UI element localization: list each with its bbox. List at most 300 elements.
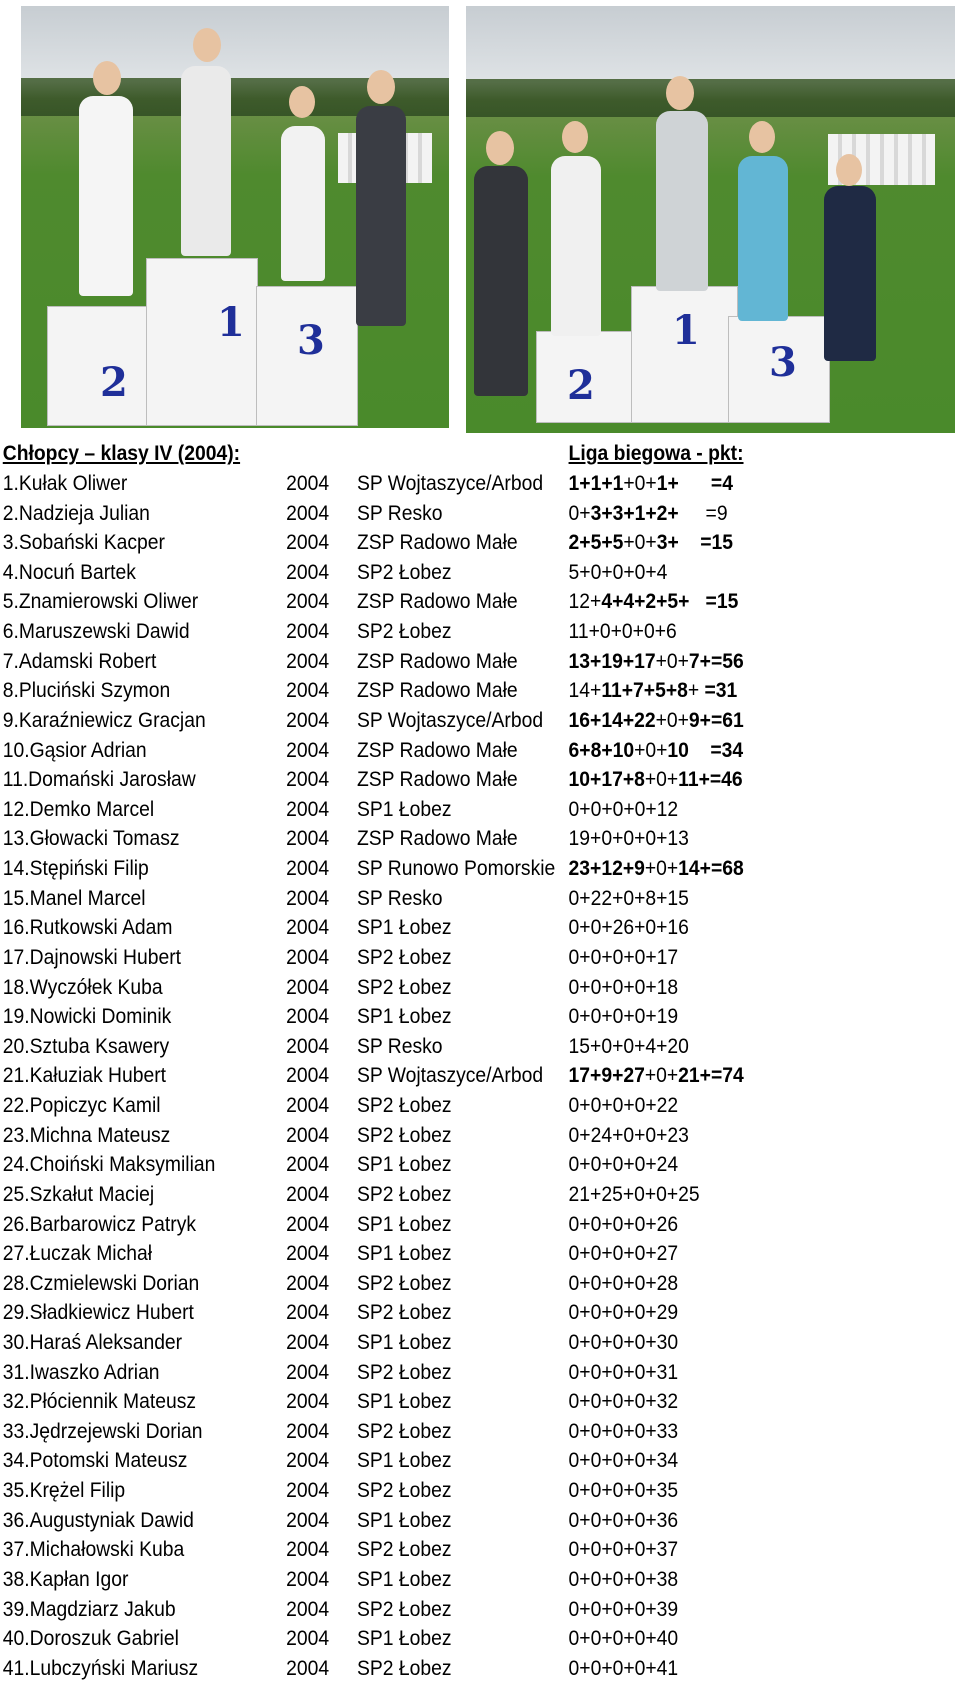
result-row [0,617,883,647]
birth-year: 2004 [286,1182,330,1206]
person [656,111,708,291]
podium-number: 2 [567,362,595,409]
result-row [0,1565,883,1595]
result-row [0,824,883,854]
birth-year: 2004 [286,1419,330,1443]
school-name: SP1 Łobez [356,1330,452,1354]
birth-year: 2004 [286,501,330,525]
league-points [569,1150,679,1180]
birth-year: 2004 [286,1301,330,1325]
birth-year: 2004 [286,1538,330,1562]
school-name: SP1 Łobez [356,1449,452,1473]
result-row [0,1328,883,1358]
league-points [569,1328,679,1358]
result-row [0,1624,883,1654]
result-row [0,1446,883,1476]
points-title: Liga biegowa - pkt: [568,442,744,465]
league-points [569,736,744,766]
athlete-name: 33.Jędrzejewski Dorian [2,1419,203,1443]
school-name: SP2 Łobez [356,1419,452,1443]
league-points [569,499,728,529]
birth-year: 2004 [286,1567,330,1591]
result-row [0,1298,883,1328]
result-row [0,765,883,795]
points-segment: =31 [704,679,738,703]
birth-year: 2004 [286,945,330,969]
result-row [0,587,883,617]
birth-year: 2004 [286,1597,330,1621]
person-head [289,86,315,118]
birth-year: 2004 [286,1360,330,1384]
result-row [0,1061,883,1091]
person-head [367,70,395,104]
athlete-name: 18.Wyczółek Kuba [2,975,163,999]
birth-year: 2004 [286,738,330,762]
points-segment: 7+=56 [688,649,744,673]
podium-third-place [256,286,358,426]
school-name: SP1 Łobez [356,1567,452,1591]
athlete-name: 40.Doroszuk Gabriel [2,1627,179,1651]
school-name: SP2 Łobez [356,1182,452,1206]
birth-year: 2004 [286,916,330,940]
points-segment: 3+ =15 [656,531,733,555]
points-segment: 0+0+0+0+41 [568,1656,679,1680]
league-points [569,1476,679,1506]
points-segment: 0+0+0+0+34 [568,1449,679,1473]
points-segment: 0+22+0+8+15 [568,886,689,910]
athlete-name: 5.Znamierowski Oliwer [2,590,199,614]
result-row [0,1239,883,1269]
points-segment: 2+5+5 [568,531,624,555]
result-row [0,1387,883,1417]
league-points [569,676,738,706]
birth-year: 2004 [286,649,330,673]
result-row [0,1091,883,1121]
athlete-name: 16.Rutkowski Adam [2,916,173,940]
school-name: ZSP Radowo Małe [356,738,518,762]
result-row [0,1595,883,1625]
league-points [569,1565,679,1595]
league-points [569,1061,744,1091]
points-segment: 14+=68 [678,857,744,881]
points-segment: 0+0+0+0+12 [568,797,679,821]
league-points [569,1091,679,1121]
athlete-name: 19.Nowicki Dominik [2,1005,172,1029]
athlete-name: 1.Kułak Oliwer [2,472,128,495]
league-points [569,1269,679,1299]
league-points [569,1358,679,1388]
person [281,126,325,281]
birth-year: 2004 [286,1242,330,1266]
athlete-name: 22.Popiczyc Kamil [2,1094,161,1118]
birth-year: 2004 [286,590,330,614]
school-name: SP Resko [356,501,443,525]
birth-year: 2004 [286,886,330,910]
athlete-name: 7.Adamski Robert [2,649,157,673]
points-segment: 0+0+0+0+36 [568,1508,679,1532]
points-segment: 0+0+0+0+18 [568,975,679,999]
points-segment: 0+0+0+0+35 [568,1479,679,1503]
result-row [0,706,883,736]
points-segment: 13+19+17 [568,649,656,673]
points-segment: 0+24+0+0+23 [568,1123,689,1147]
athlete-name: 35.Krężel Filip [2,1479,126,1503]
points-segment: +0+ [644,857,679,881]
result-row [0,499,883,529]
podium-photo-left [21,6,449,428]
school-name: SP1 Łobez [356,1005,452,1029]
person [551,156,601,336]
points-segment: 17+9+27 [568,1064,645,1088]
points-segment: 3+3+1+2+ [590,501,679,525]
school-name: SP1 Łobez [356,1153,452,1177]
school-name: SP2 Łobez [356,1479,452,1503]
birth-year: 2004 [286,975,330,999]
result-row [0,1476,883,1506]
school-name: SP2 Łobez [356,1538,452,1562]
school-name: SP2 Łobez [356,1656,452,1680]
athlete-name: 20.Sztuba Ksawery [2,1034,170,1058]
points-segment: 0+0+0+0+40 [568,1627,679,1651]
athlete-name: 30.Haraś Aleksander [2,1330,183,1354]
athlete-name: 39.Magdziarz Jakub [2,1597,176,1621]
school-name: SP2 Łobez [356,620,452,644]
points-segment: 11+=46 [678,768,743,792]
athlete-name: 24.Choiński Maksymilian [2,1153,216,1177]
points-segment: 1+1+1 [568,472,624,495]
points-segment: 0+0+0+0+29 [568,1301,679,1325]
athlete-name: 11.Domański Jarosław [2,768,196,792]
league-points [569,469,733,499]
points-segment: 12+ [568,590,602,614]
athlete-name: 23.Michna Mateusz [2,1123,171,1147]
school-name: SP2 Łobez [356,1301,452,1325]
athlete-name: 28.Czmielewski Dorian [2,1271,200,1295]
podium-first-place [631,286,738,423]
league-points [569,558,668,588]
points-segment: +0+ [655,708,689,732]
points-segment: =9 [678,501,728,525]
points-segment: 0+0+0+0+30 [568,1330,679,1354]
athlete-name: 10.Gąsior Adrian [2,738,147,762]
podium-first-place [146,258,258,426]
school-name: SP2 Łobez [356,1360,452,1384]
school-name: SP Runowo Pomorskie [356,857,556,881]
points-segment: 4+4+2+5+ =15 [601,590,739,614]
points-segment: +0+ [644,1064,679,1088]
league-points [569,1210,679,1240]
league-points [569,528,733,558]
league-points [569,706,744,736]
athlete-name: 6.Maruszewski Dawid [2,620,190,644]
points-segment: +0+ [623,472,657,495]
athlete-name: 25.Szkałut Maciej [2,1182,155,1206]
person-head [193,28,221,62]
person [738,156,788,321]
athlete-name: 13.Głowacki Tomasz [2,827,180,851]
result-row [0,469,883,499]
result-row [0,1210,883,1240]
points-segment: 0+0+0+0+19 [568,1005,679,1029]
school-name: SP1 Łobez [356,1627,452,1651]
athlete-name: 38.Kapłan Igor [2,1567,129,1591]
birth-year: 2004 [286,827,330,851]
school-name: SP Wojtaszyce/Arbod [356,1064,544,1088]
birth-year: 2004 [286,768,330,792]
birth-year: 2004 [286,1627,330,1651]
league-points [569,1595,679,1625]
person [356,106,406,326]
person [181,66,231,256]
birth-year: 2004 [286,1123,330,1147]
tree-line [466,79,955,117]
athlete-name: 4.Nocuń Bartek [2,560,136,584]
points-segment: 19+0+0+0+13 [568,827,689,851]
school-name: SP1 Łobez [356,1212,452,1236]
results-header [0,439,883,469]
result-row [0,884,883,914]
points-segment: 14+ [568,679,602,703]
points-segment: 0+0+0+0+37 [568,1538,679,1562]
athlete-name: 21.Kałuziak Hubert [2,1064,167,1088]
birth-year: 2004 [286,1449,330,1473]
league-points [569,1417,679,1447]
result-row [0,943,883,973]
result-row [0,1358,883,1388]
birth-year: 2004 [286,1212,330,1236]
birth-year: 2004 [286,1034,330,1058]
athlete-name: 36.Augustyniak Dawid [2,1508,194,1532]
athlete-name: 14.Stępiński Filip [2,857,149,881]
athlete-name: 31.Iwaszko Adrian [2,1360,160,1384]
birth-year: 2004 [286,1005,330,1029]
points-segment: 9+=61 [688,708,744,732]
points-segment: 1+ =4 [656,472,733,495]
league-points [569,913,689,943]
school-name: ZSP Radowo Małe [356,649,518,673]
podium-number: 1 [672,307,700,354]
athlete-name: 34.Potomski Mateusz [2,1449,188,1473]
league-points [569,1002,679,1032]
athlete-name: 17.Dajnowski Hubert [2,945,182,969]
result-row [0,1121,883,1151]
category-title: Chłopcy – klasy IV (2004): [2,442,241,465]
result-row [0,1535,883,1565]
school-name: SP Wojtaszyce/Arbod [356,708,544,732]
birth-year: 2004 [286,531,330,555]
person-head [749,121,775,153]
athlete-name: 12.Demko Marcel [2,797,155,821]
points-segment: 11+0+0+0+6 [568,620,677,644]
person-head [562,121,588,153]
points-segment: 0+0+0+0+27 [568,1242,679,1266]
school-name: SP2 Łobez [356,975,452,999]
school-name: ZSP Radowo Małe [356,768,518,792]
school-name: SP2 Łobez [356,1094,452,1118]
birth-year: 2004 [286,1330,330,1354]
result-row [0,795,883,825]
points-segment: +0+ [623,531,657,555]
school-name: SP1 Łobez [356,1508,452,1532]
result-row [0,913,883,943]
points-segment: 0+0+0+0+31 [568,1360,679,1384]
school-name: ZSP Radowo Małe [356,531,518,555]
points-segment: +0+ [644,768,679,792]
result-row [0,647,883,677]
birth-year: 2004 [286,679,330,703]
school-name: SP1 Łobez [356,1390,452,1414]
points-segment: 0+0+0+0+22 [568,1094,679,1118]
points-segment: 10+17+8 [568,768,645,792]
podium-third-place [728,316,830,423]
birth-year: 2004 [286,1064,330,1088]
podium-number: 2 [100,359,128,406]
school-name: SP2 Łobez [356,1271,452,1295]
league-points [569,1180,700,1210]
points-segment: +0+ [655,649,689,673]
league-points [569,973,679,1003]
athlete-name: 3.Sobański Kacper [2,531,165,555]
points-segment: 0+0+0+0+32 [568,1390,679,1414]
result-row [0,558,883,588]
points-segment: + [687,679,705,703]
birth-year: 2004 [286,1153,330,1177]
person [824,186,876,361]
result-row [0,1417,883,1447]
birth-year: 2004 [286,560,330,584]
school-name: SP2 Łobez [356,1123,452,1147]
result-row [0,1002,883,1032]
league-points [569,854,744,884]
points-segment: 0+0+0+0+17 [568,945,679,969]
points-segment: 5+0+0+0+4 [568,560,668,584]
points-segment: 21+=74 [678,1064,744,1088]
result-row [0,854,883,884]
birth-year: 2004 [286,708,330,732]
points-segment: 15+0+0+4+20 [568,1034,689,1058]
school-name: ZSP Radowo Małe [356,590,518,614]
school-name: SP2 Łobez [356,560,452,584]
podium-number: 3 [297,317,325,364]
athlete-name: 41.Lubczyński Mariusz [2,1656,199,1680]
league-points [569,587,739,617]
school-name: ZSP Radowo Małe [356,827,518,851]
school-name: SP2 Łobez [356,945,452,969]
birth-year: 2004 [286,1479,330,1503]
points-segment: 23+12+9 [568,857,645,881]
league-points [569,1387,679,1417]
league-points [569,1121,689,1151]
league-points [569,824,689,854]
league-points [569,1506,679,1536]
school-name: SP2 Łobez [356,1597,452,1621]
person [79,96,133,296]
result-row [0,1506,883,1536]
school-name: SP1 Łobez [356,797,452,821]
points-segment: +0+ [634,738,668,762]
league-points [569,795,679,825]
result-row [0,1032,883,1062]
podium-number: 3 [769,339,797,386]
athlete-name: 15.Manel Marcel [2,886,146,910]
birth-year: 2004 [286,1271,330,1295]
points-segment: 0+0+0+0+39 [568,1597,679,1621]
school-name: SP Resko [356,886,443,910]
podium-photo-right [466,6,955,433]
points-segment: 16+14+22 [568,708,656,732]
school-name: SP1 Łobez [356,1242,452,1266]
school-name: ZSP Radowo Małe [356,679,518,703]
points-segment: 21+25+0+0+25 [568,1182,700,1206]
league-points [569,1535,679,1565]
athlete-name: 37.Michałowski Kuba [2,1538,185,1562]
league-points [569,943,679,973]
points-segment: 6+8+10 [568,738,635,762]
result-row [0,1269,883,1299]
person-head [836,154,862,186]
result-row [0,1654,883,1683]
athlete-name: 29.Sładkiewicz Hubert [2,1301,194,1325]
league-points [569,1239,679,1269]
birth-year: 2004 [286,797,330,821]
result-row [0,676,883,706]
result-row [0,1150,883,1180]
result-row [0,736,883,766]
birth-year: 2004 [286,857,330,881]
points-segment: 0+0+0+0+26 [568,1212,679,1236]
points-segment: 11+7+5+8 [601,679,688,703]
person-head [486,131,514,165]
result-row [0,528,883,558]
person-head [666,76,694,110]
league-points [569,647,744,677]
result-row [0,973,883,1003]
athlete-name: 32.Płóciennik Mateusz [2,1390,197,1414]
person-head [93,61,121,95]
birth-year: 2004 [286,1094,330,1118]
league-points [569,884,689,914]
athlete-name: 8.Pluciński Szymon [2,679,171,703]
points-segment: 0+0+26+0+16 [568,916,689,940]
school-name: SP Wojtaszyce/Arbod [356,472,544,495]
athlete-name: 2.Nadzieja Julian [2,501,150,525]
school-name: SP1 Łobez [356,916,452,940]
athlete-name: 27.Łuczak Michał [2,1242,153,1266]
points-segment: 0+0+0+0+38 [568,1567,679,1591]
school-name: SP Resko [356,1034,443,1058]
league-points [569,1446,679,1476]
points-segment: 0+0+0+0+28 [568,1271,679,1295]
league-points [569,617,677,647]
league-points [569,1654,679,1683]
league-points [569,1624,679,1654]
birth-year: 2004 [286,1390,330,1414]
podium-number: 1 [217,299,245,346]
podium-second-place [536,331,638,423]
points-segment: 0+0+0+0+24 [568,1153,679,1177]
birth-year: 2004 [286,472,330,495]
league-points [569,1032,689,1062]
result-row [0,1180,883,1210]
athlete-name: 26.Barbarowicz Patryk [2,1212,197,1236]
birth-year: 2004 [286,620,330,644]
league-points [569,765,743,795]
league-points [569,1298,679,1328]
person [474,166,528,396]
points-segment: 0+0+0+0+33 [568,1419,679,1443]
points-segment: 10 =34 [667,738,744,762]
birth-year: 2004 [286,1656,330,1680]
